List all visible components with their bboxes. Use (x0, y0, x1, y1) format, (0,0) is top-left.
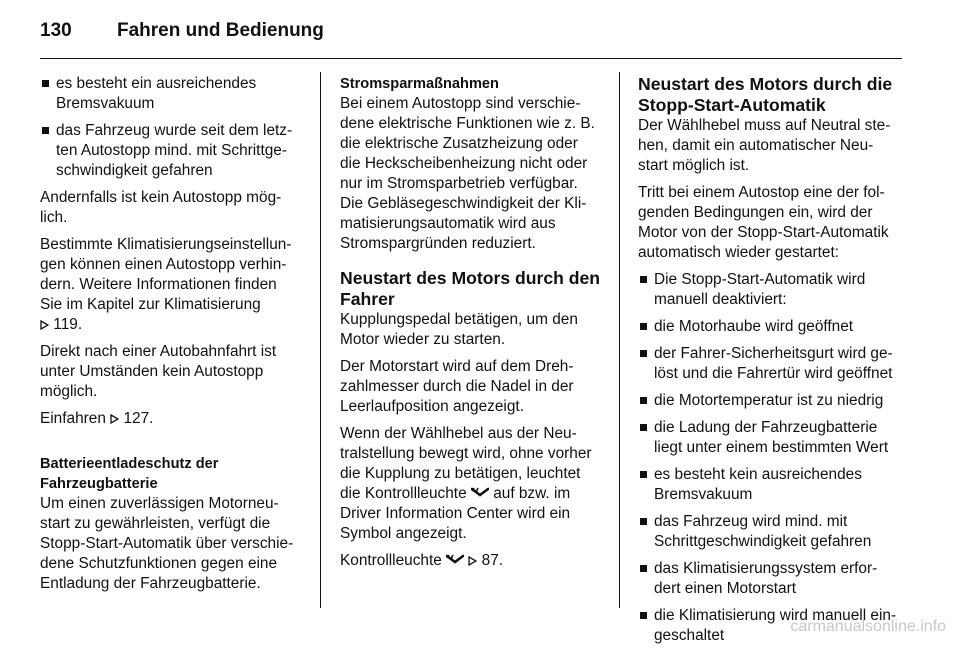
list-item: die Klimatisierung wird manuell ein- geschaltet (638, 606, 904, 646)
header-divider (40, 58, 902, 59)
list-item: der Fahrer-Sicherheitsgurt wird ge- löst und die Fahrertür wird geöffnet (638, 344, 904, 384)
list-item: die Motorhaube wird geöffnet (638, 317, 904, 337)
column-divider-2 (619, 72, 620, 608)
watermark: carmanualsonline.info (790, 618, 946, 635)
reference-triangle-icon (468, 556, 477, 566)
section-heading: Neustart des Motors durch den Fahrer (340, 268, 601, 309)
autostop-indicator-icon (471, 485, 489, 497)
list-item: es besteht ein ausreichendes Bremsvakuum (40, 74, 308, 114)
bullet-square-icon (640, 350, 647, 357)
page-title: Fahren und Bedienung (117, 20, 324, 41)
section-subheading: Batterieentladeschutz der Fahrzeugbatterie (40, 456, 219, 492)
bullet-square-icon (640, 565, 647, 572)
column-1 (40, 74, 308, 601)
list-item: das Fahrzeug wurde seit dem letz- ten Autostopp mind. mit Schrittge- schwindigkeit gefahren (40, 121, 308, 181)
paragraph: Wenn der Wählhebel aus der Neu- tralstellung bewegt wird, ohne vorher die Kupplung zu betätigen, leuchtet die Kontrollleuchte auf bzw. im Driver Information Center wird ein Symbol angezeigt. (340, 425, 592, 542)
page-number: 130 (40, 20, 72, 41)
column-divider-1 (320, 72, 321, 608)
paragraph: Der Wählhebel muss auf Neutral ste- hen, damit ein automatischer Neu- start möglich ist. (638, 117, 891, 174)
column-2 (340, 74, 608, 578)
paragraph: Um einen zuverlässigen Motorneu- start zu gewährleisten, verfügt die Stopp-Start-Automatik über verschie- dene Schutzfunktionen gegen eine Entladung der Fahrzeugbatterie. (40, 495, 294, 592)
paragraph: Bei einem Autostopp sind verschie- dene elektrische Funktionen wie z. B. die elektrische Zusatzheizung oder die Heckscheibenheizung nicht oder nur im Stromsparbetrieb verfügbar. Die Gebläsegeschwindigkeit der Kli- matisierungsautomatik wird aus Stromspargründen reduziert. (340, 95, 595, 252)
paragraph: Tritt bei einem Autostop eine der fol- genden Bedingungen ein, wird der Motor von der Stopp-Start-Automatik automatisch wieder gestartet: (638, 184, 889, 261)
page-reference-link[interactable]: 119. (53, 316, 83, 333)
list-item: Die Stopp-Start-Automatik wird manuell deaktiviert: (638, 270, 904, 310)
paragraph: Andernfalls ist kein Autostopp mög- lich. (40, 189, 282, 226)
paragraph: Direkt nach einer Autobahnfahrt ist unter Umständen kein Autostopp möglich. (40, 343, 277, 400)
column-3 (638, 74, 904, 653)
section-subheading: Stromsparmaßnahmen (340, 76, 499, 92)
bullet-square-icon (640, 323, 647, 330)
bullet-square-icon (640, 276, 647, 283)
reference-triangle-icon (40, 320, 49, 330)
bullet-square-icon (640, 471, 647, 478)
paragraph: Einfahren 127. (40, 410, 154, 427)
list-item: es besteht kein ausreichendes Bremsvakuum (638, 465, 904, 505)
list-item: das Fahrzeug wird mind. mit Schrittgeschwindigkeit gefahren (638, 512, 904, 552)
autostop-indicator-icon (446, 552, 464, 564)
page-reference-link[interactable]: 87. (481, 552, 504, 569)
page-header (40, 14, 902, 54)
bullet-square-icon (42, 80, 49, 87)
list-item: das Klimatisierungssystem erfor- dert einen Motorstart (638, 559, 904, 599)
paragraph: Kupplungspedal betätigen, um den Motor wieder zu starten. (340, 311, 578, 348)
list-item: die Ladung der Fahrzeugbatterie liegt unter einem bestimmten Wert (638, 418, 904, 458)
bullet-square-icon (640, 518, 647, 525)
bullet-square-icon (42, 127, 49, 134)
bullet-square-icon (640, 424, 647, 431)
bullet-square-icon (640, 612, 647, 619)
paragraph: Kontrollleuchte 87. (340, 552, 504, 569)
reference-triangle-icon (110, 414, 119, 424)
page-reference-link[interactable]: 127. (123, 410, 154, 427)
list-item: die Motortemperatur ist zu niedrig (638, 391, 904, 411)
paragraph: Der Motorstart wird auf dem Dreh- zahlmesser durch die Nadel in der Leerlaufposition angezeigt. (340, 358, 574, 415)
paragraph: Bestimmte Klimatisierungseinstellun- gen können einen Autostopp verhin- dern. Weitere Informationen finden Sie im Kapitel zur Klimatisierung 119. (40, 236, 292, 333)
bullet-square-icon (640, 397, 647, 404)
section-heading: Neustart des Motors durch die Stopp-Start-Automatik (638, 74, 893, 115)
